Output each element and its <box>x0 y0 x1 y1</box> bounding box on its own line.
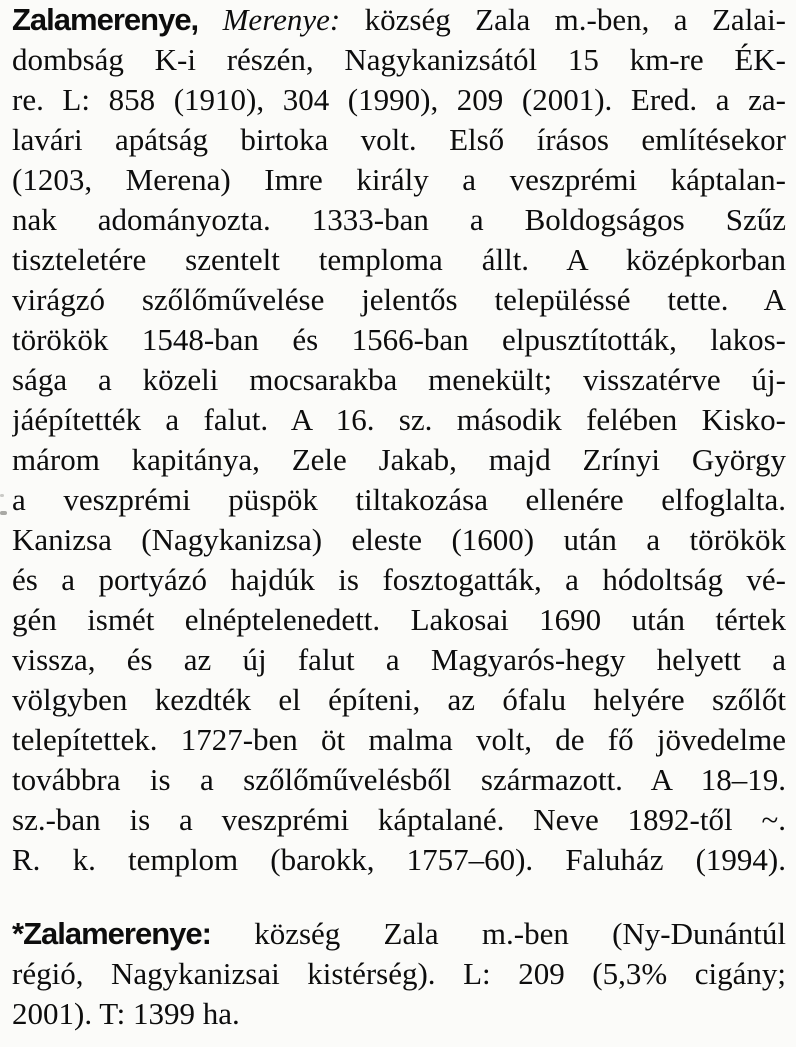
entry-body-text: virágzó szőlőművelése jelentős településsé tette. A <box>12 282 786 317</box>
text-line <box>12 160 786 200</box>
entry-body-text: a veszprémi püspök tiltakozása ellenére elfoglalta. <box>12 482 786 517</box>
entry-body-text: és a portyázó hajdúk is fosztogatták, a hódoltság vé- <box>12 562 786 597</box>
text-line <box>12 0 786 40</box>
text-line <box>12 80 786 120</box>
entry-body-text: sága a közeli mocsarakba menekült; visszatérve új- <box>12 362 786 397</box>
text-line <box>12 480 786 520</box>
entry-body-text: továbbra is a szőlőművelésből származott. A 18–19. <box>12 762 786 797</box>
text-line <box>12 720 786 760</box>
entry-body-text: völgyben kezdték el építeni, az ófalu helyére szőlőt <box>12 682 786 717</box>
entry-body-text: vissza, és az új falut a Magyarós-hegy helyett a <box>12 642 786 677</box>
text-line <box>12 760 786 800</box>
scan-artifact <box>0 494 4 497</box>
text-line <box>12 320 786 360</box>
text-line <box>12 200 786 240</box>
entry-body-text: tiszteletére szentelt temploma állt. A középkorban <box>12 242 786 277</box>
entry-body-text: község Zala m.-ben (Ny-Dunántúl <box>210 916 786 951</box>
entry-body-text: nak adományozta. 1333-ban a Boldogságos Szűz <box>12 202 786 237</box>
entry-body-text: 2001). T: 1399 ha. <box>12 996 240 1031</box>
text-line <box>12 914 786 954</box>
text-line <box>12 400 786 440</box>
entry-body-text: régió, Nagykanizsai kistérség). L: 209 (5,3% cigány; <box>12 956 786 991</box>
text-line <box>12 360 786 400</box>
text-line <box>12 800 786 840</box>
entry-body-text: márom kapitánya, Zele Jakab, majd Zrínyi György <box>12 442 786 477</box>
entry-body-text: község Zala m.-ben, a Zalai- <box>340 2 786 37</box>
entry-body-text: törökök 1548-ban és 1566-ban elpusztították, lakos- <box>12 322 786 357</box>
entry-body-text: jáépítették a falut. A 16. sz. második felében Kisko- <box>12 402 786 437</box>
entry-body-text: gén ismét elnéptelenedett. Lakosai 1690 után tértek <box>12 602 786 637</box>
entry-body-text: sz.-ban is a veszprémi káptalané. Neve 1892-től ~. <box>12 802 786 837</box>
text-line <box>12 600 786 640</box>
entry-zalamerenye-asterisk <box>12 914 786 1034</box>
entry-body-text: Kanizsa (Nagykanizsa) eleste (1600) után a törökök <box>12 522 786 557</box>
text-line <box>12 560 786 600</box>
text-line <box>12 680 786 720</box>
entry-body-text: R. k. templom (barokk, 1757–60). Faluház (1994). <box>12 842 786 877</box>
text-line <box>12 440 786 480</box>
entry-body-text: telepítettek. 1727-ben öt malma volt, de fő jövedelme <box>12 722 786 757</box>
entry-body-text: lavári apátság birtoka volt. Első írásos említésekor <box>12 122 786 157</box>
text-line <box>12 954 786 994</box>
text-line <box>12 520 786 560</box>
entry-zalamerenye <box>12 0 786 880</box>
entry-headword: *Zalamerenye: <box>12 916 211 951</box>
entry-variant-name: Merenye: <box>198 2 341 37</box>
text-line <box>12 280 786 320</box>
entry-body-text: (1203, Merena) Imre király a veszprémi káptalan- <box>12 162 786 197</box>
text-line <box>12 40 786 80</box>
text-line <box>12 240 786 280</box>
text-line <box>12 994 786 1034</box>
text-line <box>12 120 786 160</box>
entry-body-text: re. L: 858 (1910), 304 (1990), 209 (2001). Ered. a za- <box>12 82 786 117</box>
entry-headword: Zalamerenye, <box>12 2 199 37</box>
text-line <box>12 640 786 680</box>
text-line <box>12 840 786 880</box>
entry-body-text: dombság K-i részén, Nagykanizsától 15 km-re ÉK- <box>12 42 786 77</box>
scan-artifact <box>0 511 7 515</box>
